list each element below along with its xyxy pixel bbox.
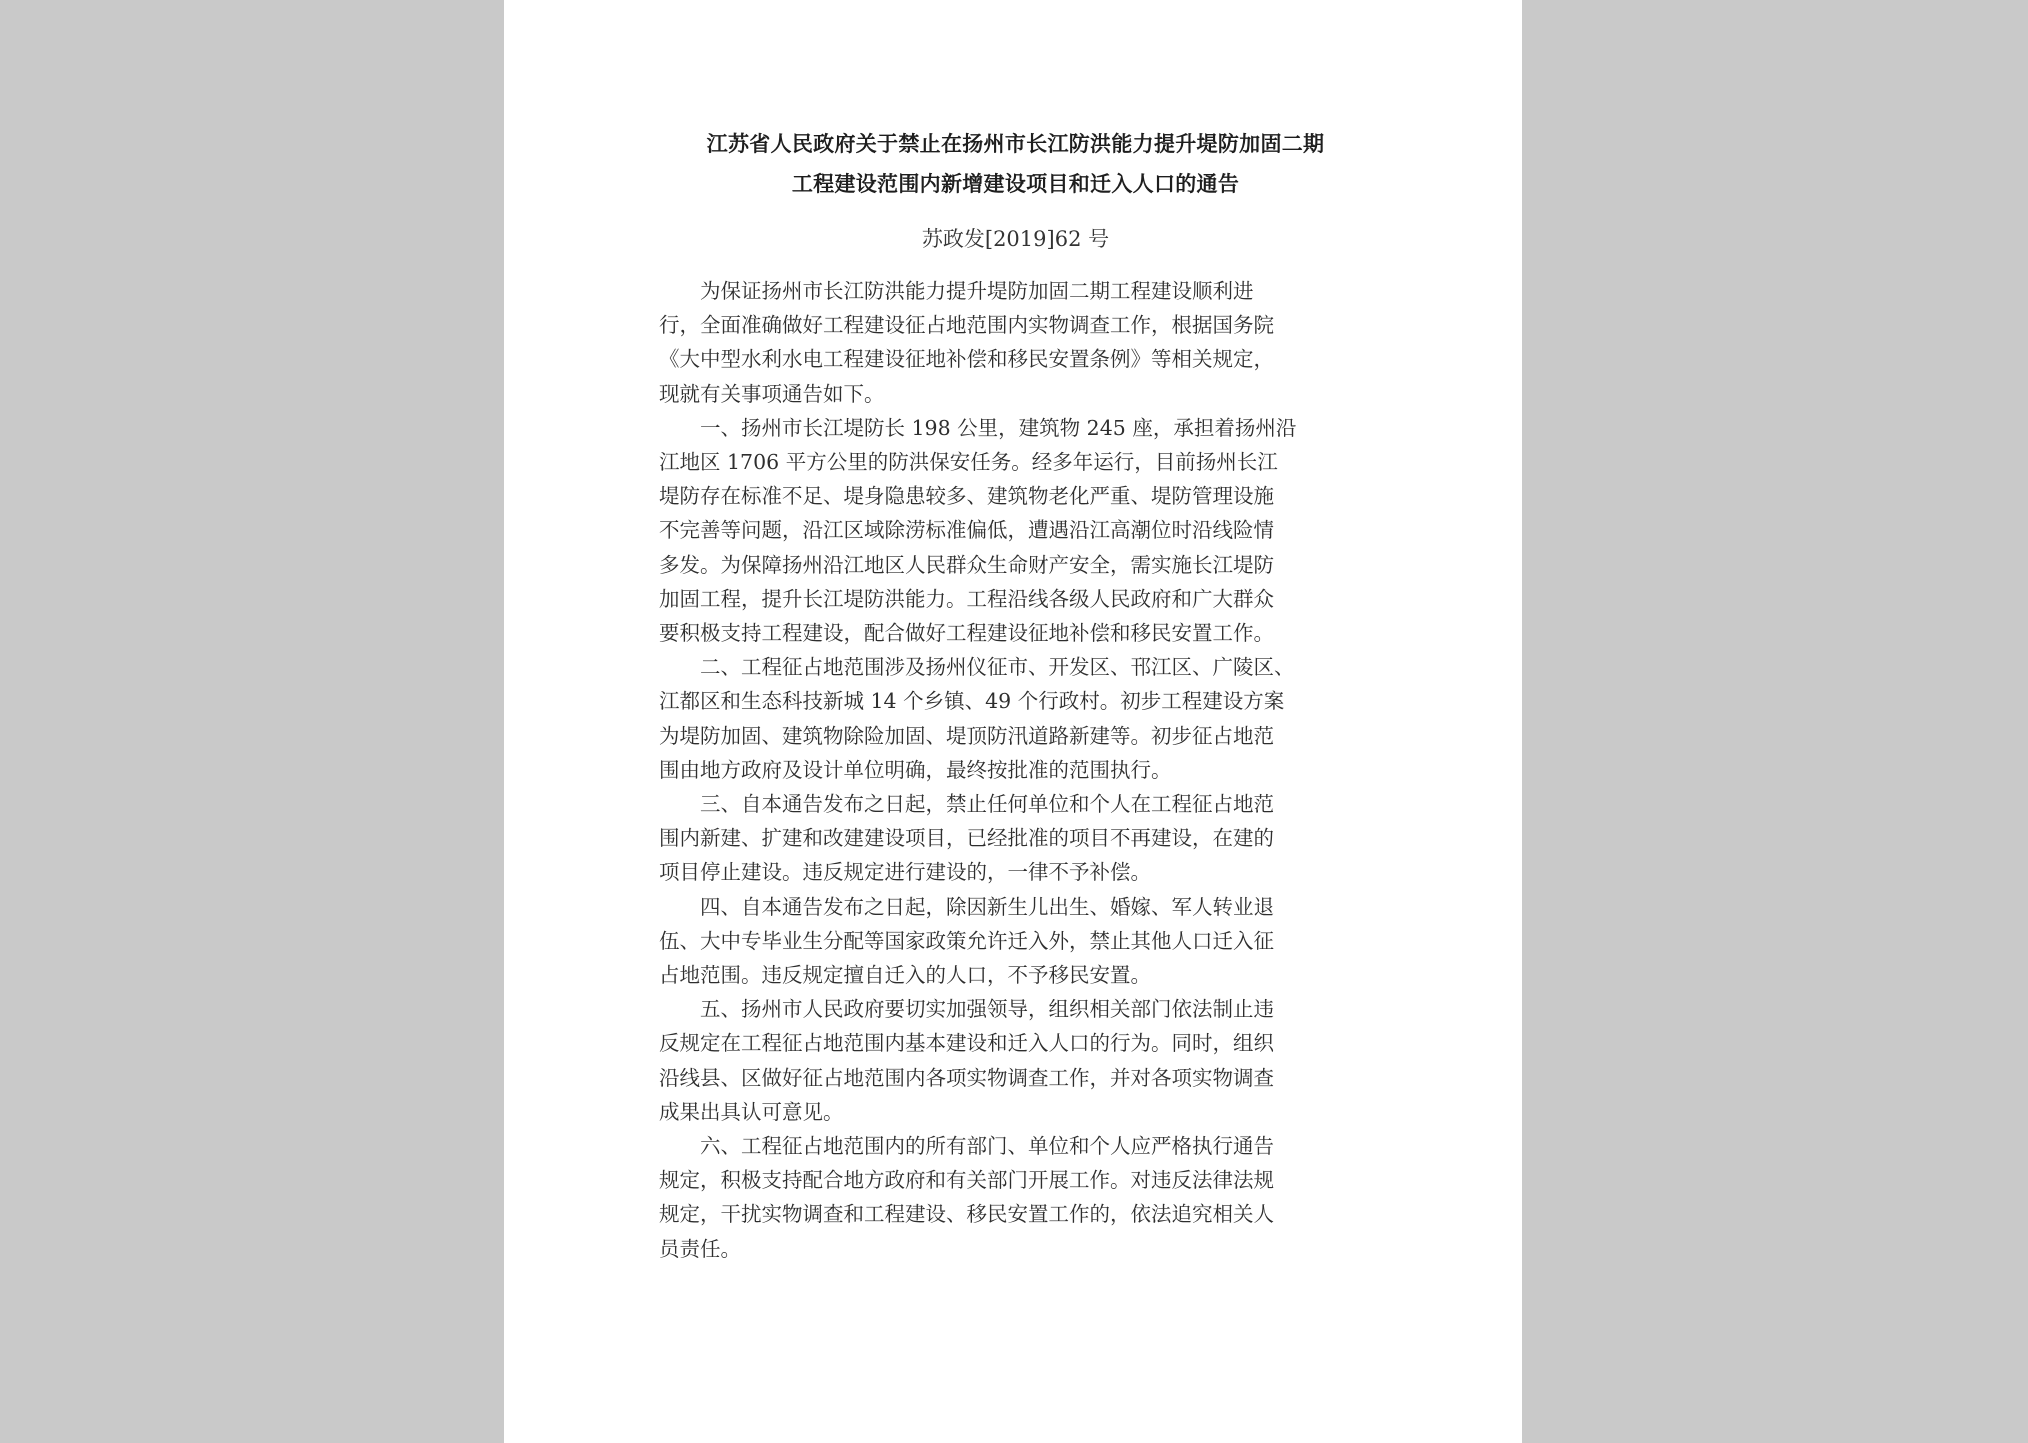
paragraph-line: 加固工程，提升长江堤防洪能力。工程沿线各级人民政府和广大群众 (659, 586, 1274, 611)
paragraph-line: 规定，积极支持配合地方政府和有关部门开展工作。对违反法律法规 (659, 1168, 1274, 1193)
paragraph-line: 江地区 1706 平方公里的防洪保安任务。经多年运行，目前扬州长江 (659, 450, 1278, 475)
paragraph-line: 沿线县、区做好征占地范围内各项实物调查工作，并对各项实物调查 (659, 1065, 1274, 1090)
paragraph-line: 四、自本通告发布之日起，除因新生儿出生、婚嫁、军人转业退 (700, 894, 1274, 919)
paragraph-line: 堤防存在标准不足、堤身隐患较多、建筑物老化严重、堤防管理设施 (659, 484, 1274, 509)
document-title (659, 124, 1372, 204)
paragraph-item-6 (659, 1129, 1372, 1266)
paragraph-line: 成果出具认可意见。 (659, 1099, 844, 1124)
paragraph-line: 江都区和生态科技新城 14 个乡镇、49 个行政村。初步工程建设方案 (659, 689, 1285, 714)
paragraph-line: 三、自本通告发布之日起，禁止任何单位和个人在工程征占地范 (700, 792, 1274, 817)
paragraph-line: 要积极支持工程建设，配合做好工程建设征地补偿和移民安置工作。 (659, 621, 1274, 646)
paragraph-line: 《大中型水利水电工程建设征地补偿和移民安置条例》等相关规定， (659, 347, 1274, 372)
paragraph-line: 现就有关事项通告如下。 (659, 381, 885, 406)
paragraph-line: 反规定在工程征占地范围内基本建设和迁入人口的行为。同时，组织 (659, 1031, 1274, 1056)
paragraph-line: 围内新建、扩建和改建建设项目，已经批准的项目不再建设，在建的 (659, 826, 1274, 851)
paragraph-line: 项目停止建设。违反规定进行建设的，一律不予补偿。 (659, 860, 1151, 885)
paragraph-line: 二、工程征占地范围涉及扬州仪征市、开发区、邗江区、广陵区、 (700, 655, 1295, 680)
paragraph-line: 六、工程征占地范围内的所有部门、单位和个人应严格执行通告 (700, 1134, 1274, 1159)
paragraph-line: 围由地方政府及设计单位明确，最终按批准的范围执行。 (659, 757, 1172, 782)
title-line: 江苏省人民政府关于禁止在扬州市长江防洪能力提升堤防加固二期 (706, 132, 1325, 156)
document-page (504, 0, 1522, 1443)
paragraph-item-3 (659, 787, 1372, 890)
paragraph-line: 多发。为保障扬州沿江地区人民群众生命财产安全，需实施长江堤防 (659, 552, 1274, 577)
paragraph-line: 行，全面准确做好工程建设征占地范围内实物调查工作，根据国务院 (659, 313, 1274, 338)
paragraph-item-4 (659, 890, 1372, 993)
paragraph-line: 五、扬州市人民政府要切实加强领导，组织相关部门依法制止违 (700, 997, 1274, 1022)
paragraph-line: 占地范围。违反规定擅自迁入的人口，不予移民安置。 (659, 963, 1151, 988)
paragraph-item-1 (659, 411, 1372, 650)
paragraph-line: 不完善等问题，沿江区域除涝标准偏低，遭遇沿江高潮位时沿线险情 (659, 518, 1274, 543)
paragraph-line: 伍、大中专毕业生分配等国家政策允许迁入外，禁止其他人口迁入征 (659, 928, 1274, 953)
document-number: 苏政发[2019]62 号 (921, 227, 1110, 251)
paragraph-item-5 (659, 992, 1372, 1129)
paragraph-line: 员责任。 (659, 1236, 741, 1261)
paragraph-line: 为保证扬州市长江防洪能力提升堤防加固二期工程建设顺利进 (700, 279, 1254, 303)
paragraph-item-2 (659, 650, 1372, 787)
title-line: 工程建设范围内新增建设项目和迁入人口的通告 (791, 172, 1240, 196)
paragraph-line: 规定，干扰实物调查和工程建设、移民安置工作的，依法追究相关人 (659, 1202, 1274, 1227)
paragraph-line: 为堤防加固、建筑物除险加固、堤顶防汛道路新建等。初步征占地范 (659, 723, 1274, 748)
paragraph-intro (659, 274, 1372, 411)
paragraph-line: 一、扬州市长江堤防长 198 公里，建筑物 245 座，承担着扬州沿 (700, 415, 1297, 440)
